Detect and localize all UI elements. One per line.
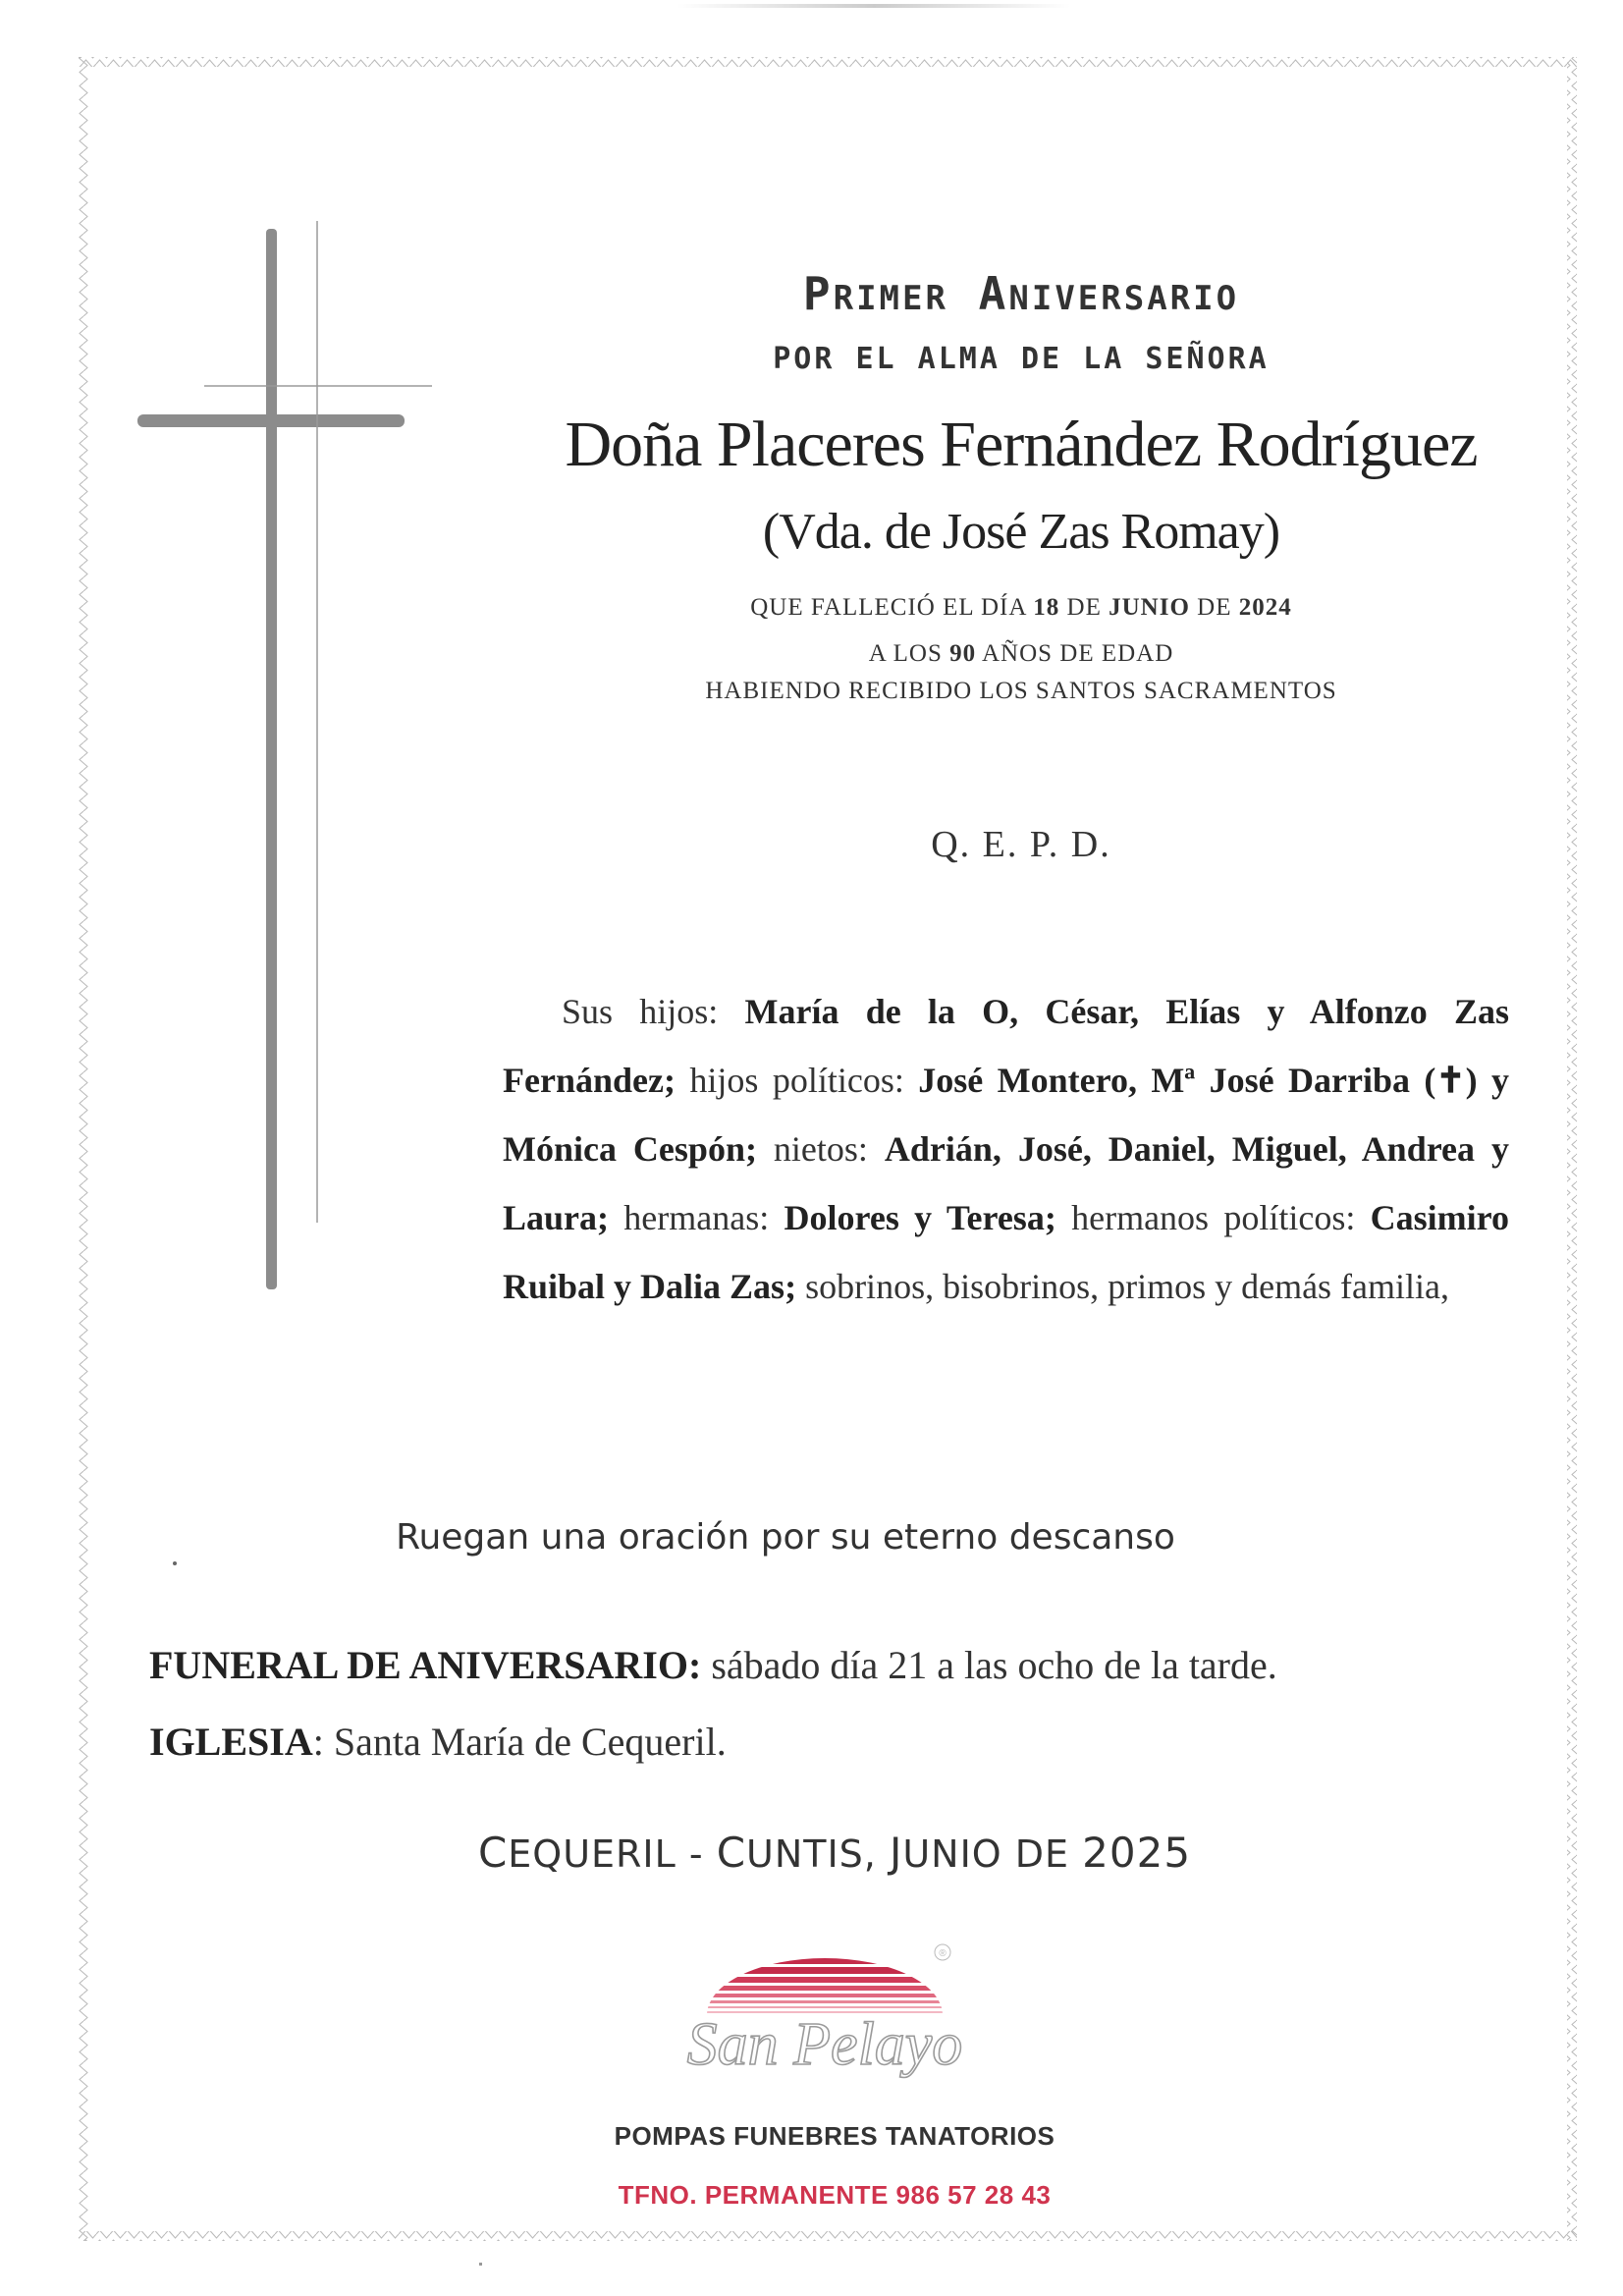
stray-mark: [173, 1561, 177, 1565]
deceased-name: Doña Placeres Fernández Rodríguez: [565, 409, 1478, 480]
services-label: POMPAS FUNEBRES TANATORIOS: [614, 2121, 1055, 2151]
san-pelayo-logo: [668, 1937, 982, 2133]
cross-icon: [137, 221, 442, 1301]
svg-text:®: ®: [939, 1948, 947, 1959]
phone-line: TFNO. PERMANENTE 986 57 28 43: [618, 2180, 1052, 2210]
place-and-date: CEQUERIL - CUNTIS, JUNIO DE 2025: [477, 1829, 1192, 1877]
small-cross-icon: ✝: [1435, 1061, 1466, 1100]
widow-of: (Vda. de José Zas Romay): [762, 504, 1280, 560]
svg-text:San Pelayo: San Pelayo: [686, 2011, 963, 2078]
sacraments-line: HABIENDO RECIBIDO LOS SANTOS SACRAMENTOS: [705, 678, 1337, 704]
subtitle: POR EL ALMA DE LA SEÑORA: [773, 342, 1270, 376]
qepd: Q. E. P. D.: [931, 824, 1111, 865]
church-info: IGLESIA: Santa María de Cequeril.: [149, 1720, 727, 1764]
age-line: A LOS 90 AÑOS DE EDAD: [868, 640, 1174, 667]
funeral-info: FUNERAL DE ANIVERSARIO: sábado día 21 a las ocho de la tarde.: [149, 1643, 1277, 1687]
page-title: PRIMER ANIVERSARIO: [802, 267, 1240, 320]
death-date-line: QUE FALLECIÓ EL DÍA 18 DE JUNIO DE 2024: [750, 594, 1292, 621]
prayer-request: Ruegan una oración por su eterno descanso: [396, 1517, 1175, 1558]
scan-dot: [479, 2263, 482, 2266]
family-paragraph: Sus hijos: María de la O, César, Elías y Alfonzo Zas Fernández; hijos políticos: José Montero, Mª José Darriba (✝) y Mónica Cespón; nietos: Adrián, José, Daniel, Miguel, Andrea y Laura; hermanas: Dolores y Teresa; hermanos políticos: Casimiro Ruibal y Dalia Zas; sobrinos, bisobrinos, primos y demás familia,: [503, 992, 1510, 1306]
